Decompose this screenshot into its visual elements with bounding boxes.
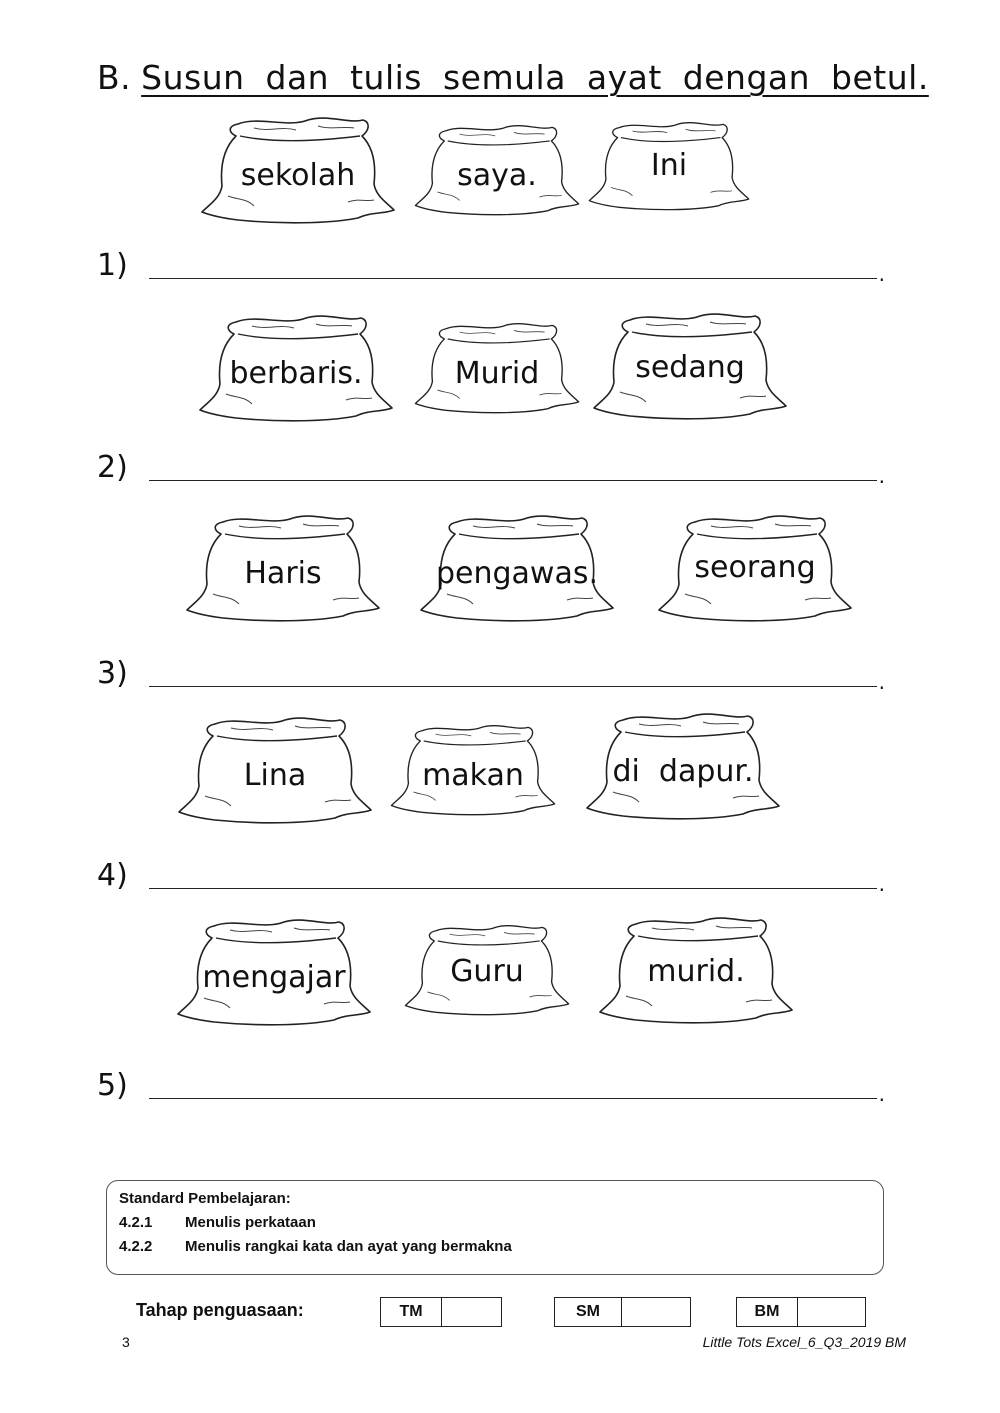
- word-sack: [390, 512, 644, 622]
- answer-line[interactable]: [149, 686, 877, 687]
- word-sack: [586, 110, 752, 220]
- word-sack: [402, 914, 572, 1024]
- word-sack: [574, 914, 818, 1024]
- level-code: BM: [737, 1298, 798, 1326]
- sack-word: mengajar: [202, 960, 346, 995]
- sack-word: Ini: [650, 148, 688, 183]
- word-sack: [164, 714, 386, 824]
- word-sack: [648, 512, 862, 622]
- word-sack: [412, 114, 582, 224]
- level-box-bm: [736, 1297, 866, 1327]
- level-input[interactable]: [442, 1298, 501, 1326]
- sack-word: Murid: [454, 356, 540, 391]
- level-code: TM: [381, 1298, 442, 1326]
- sack-word: sedang: [635, 350, 745, 385]
- answer-row: [97, 656, 897, 696]
- standard-text: Menulis rangkai kata dan ayat yang bermakna: [185, 1238, 512, 1255]
- answer-line[interactable]: [149, 888, 877, 889]
- question-number: 4): [97, 858, 128, 893]
- standard-code: 4.2.1: [119, 1214, 153, 1231]
- word-sack: [584, 310, 796, 420]
- level-input[interactable]: [798, 1298, 865, 1326]
- level-input[interactable]: [622, 1298, 690, 1326]
- answer-line[interactable]: [149, 480, 877, 481]
- question-number: 1): [97, 248, 128, 283]
- word-sack: [560, 710, 806, 820]
- standard-item: [119, 1211, 871, 1235]
- question-number: 5): [97, 1068, 128, 1103]
- answer-row: [97, 1068, 897, 1108]
- full-stop: .: [878, 1082, 885, 1106]
- answer-line[interactable]: [149, 1098, 877, 1099]
- standard-item: [119, 1235, 871, 1259]
- level-code: SM: [555, 1298, 622, 1326]
- footer-reference: Little Tots Excel_6_Q3_2019 BM: [702, 1334, 906, 1350]
- standard-code: 4.2.2: [119, 1238, 153, 1255]
- word-sack: [152, 916, 396, 1026]
- word-sack: [188, 114, 408, 224]
- level-box-tm: [380, 1297, 502, 1327]
- full-stop: .: [878, 872, 885, 896]
- page-number: 3: [122, 1334, 130, 1350]
- full-stop: .: [878, 670, 885, 694]
- answer-row: [97, 858, 897, 898]
- section-label: B.: [97, 58, 132, 97]
- sack-word: sekolah: [240, 158, 356, 193]
- standard-title: Standard Pembelajaran:: [119, 1190, 291, 1207]
- word-sack: [180, 512, 386, 622]
- word-sack: [388, 714, 558, 824]
- sack-word: Guru: [450, 954, 524, 989]
- sack-word: Lina: [243, 758, 307, 793]
- sack-word: pengawas.: [435, 556, 599, 591]
- sack-word: makan: [422, 758, 524, 793]
- question-number: 3): [97, 656, 128, 691]
- sack-word: seorang: [694, 550, 816, 585]
- full-stop: .: [878, 262, 885, 286]
- section-heading: [97, 58, 929, 97]
- instruction-text: Susun dan tulis semula ayat dengan betul.: [141, 58, 929, 97]
- answer-row: [97, 248, 897, 288]
- answer-line[interactable]: [149, 278, 877, 279]
- sack-word: saya.: [457, 158, 537, 193]
- answer-row: [97, 450, 897, 490]
- sack-word: berbaris.: [229, 356, 363, 391]
- level-box-sm: [554, 1297, 691, 1327]
- sack-word: murid.: [647, 954, 745, 989]
- standard-text: Menulis perkataan: [185, 1214, 316, 1231]
- word-sack: [186, 312, 406, 422]
- full-stop: .: [878, 464, 885, 488]
- sack-word: Haris: [244, 556, 322, 591]
- question-number: 2): [97, 450, 128, 485]
- learning-standard-box: [106, 1180, 884, 1275]
- word-sack: [412, 312, 582, 422]
- sack-word: di dapur.: [612, 754, 754, 789]
- mastery-label: Tahap penguasaan:: [136, 1300, 304, 1320]
